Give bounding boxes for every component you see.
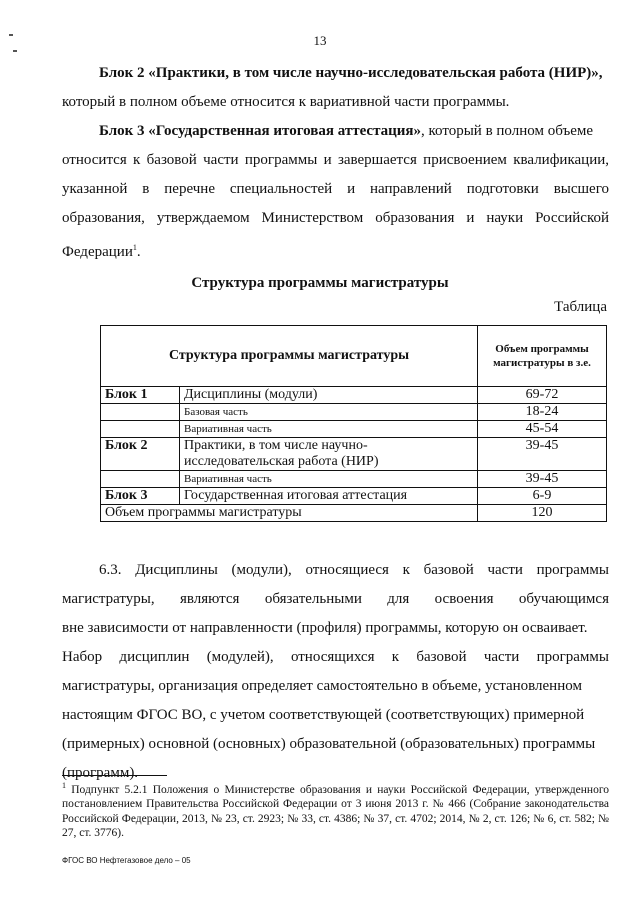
block-cell	[101, 471, 180, 488]
footnote-text: Подпункт 5.2.1 Положения о Министерстве образования и науки Российской Федерации, утвержденного постановлением Правительства Российской Федерации от 3 июня 2013 г. № 466 (Собрание законодательства Российской Федерации, 2013, № 23, ст. 2923; № 33, ст. 4386; № 37, ст. 4702; 2014, № 2, ст. 126; № 6, ст. 582; № 27, ст. 3776).	[62, 783, 609, 840]
value-cell: 45-54	[478, 421, 607, 438]
paragraph-line: Федерации$^1$.	[62, 243, 141, 260]
block-cell: Блок 2	[101, 438, 180, 471]
value-cell: 18-24	[478, 404, 607, 421]
table-row	[101, 438, 607, 471]
page-number: 13	[313, 33, 327, 48]
paragraph-line: образования, утверждаемом Министерством образования и науки Российской	[62, 210, 609, 226]
name-cell: Государственная итоговая аттестация	[180, 488, 478, 505]
table-header-volume: Объем программы магистратуры в з.е.	[478, 326, 607, 387]
table-heading: Структура программы магистратуры	[191, 275, 449, 291]
table-row	[101, 387, 607, 404]
paragraph-line: указанной в перечне специальностей и направлений подготовки высшего	[62, 181, 609, 197]
paragraph-line: (программ).	[62, 765, 139, 781]
paragraph-block3	[62, 117, 609, 267]
footnote-separator	[62, 775, 167, 776]
paragraph-line: (примерных) основной (основных) образовательной (образовательных) программы	[62, 736, 596, 752]
footnote	[62, 779, 609, 841]
table-row	[101, 488, 607, 505]
paragraph-line: который в полном объеме относится к вариативной части программы.	[62, 94, 510, 110]
bottom-note: ФГОС ВО Нефтегазовое дело – 05	[62, 856, 191, 865]
table-label: Таблица	[554, 299, 607, 315]
footnote-marker: 1	[62, 781, 66, 790]
name-cell: Практики, в том числе научно-исследовательская работа (НИР)	[180, 438, 478, 471]
block-cell: Блок 3	[101, 488, 180, 505]
block-cell	[101, 404, 180, 421]
scan-mark	[13, 50, 17, 52]
footnote-ref: 1	[132, 243, 137, 252]
block-cell	[101, 421, 180, 438]
paragraph-line: Набор дисциплин (модулей), относящихся к базовой части программы	[62, 649, 609, 665]
block2-title: Блок 2 «Практики, в том числе научно-исследовательская работа (НИР)»,	[99, 65, 603, 81]
table-header-row	[101, 326, 607, 387]
paragraph-line: 6.3. Дисциплины (модули), относящиеся к базовой части программы	[99, 562, 609, 578]
table-row	[101, 421, 607, 438]
table-header-structure: Структура программы магистратуры	[101, 326, 478, 387]
name-cell: Вариативная часть	[180, 471, 478, 488]
paragraph-line: относится к базовой части программы и завершается присвоением квалификации,	[62, 152, 609, 168]
block3-title: Блок 3 «Государственная итоговая аттестация», который в полном объеме	[99, 123, 594, 139]
table-row	[101, 404, 607, 421]
name-cell: Вариативная часть	[180, 421, 478, 438]
program-structure-table	[100, 325, 607, 522]
value-cell: 39-45	[478, 471, 607, 488]
value-cell: 6-9	[478, 488, 607, 505]
total-label-cell: Объем программы магистратуры	[101, 505, 478, 522]
table-total-row	[101, 505, 607, 522]
paragraph-line: настоящим ФГОС ВО, с учетом соответствующей (соответствующих) примерной	[62, 707, 585, 723]
paragraph-line: магистратуры, организация определяет самостоятельно в объеме, установленном	[62, 678, 582, 694]
paragraph-line: вне зависимости от направленности (профиля) программы, которую он осваивает.	[62, 620, 588, 636]
block-cell: Блок 1	[101, 387, 180, 404]
value-cell: 39-45	[478, 438, 607, 471]
name-cell: Базовая часть	[180, 404, 478, 421]
paragraph-block2	[62, 59, 609, 117]
table-row	[101, 471, 607, 488]
paragraph-line: магистратуры, являются обязательными для освоения обучающимся	[62, 591, 609, 607]
value-cell: 69-72	[478, 387, 607, 404]
name-cell: Дисциплины (модули)	[180, 387, 478, 404]
paragraph-6-3	[62, 556, 609, 788]
total-value-cell: 120	[478, 505, 607, 522]
